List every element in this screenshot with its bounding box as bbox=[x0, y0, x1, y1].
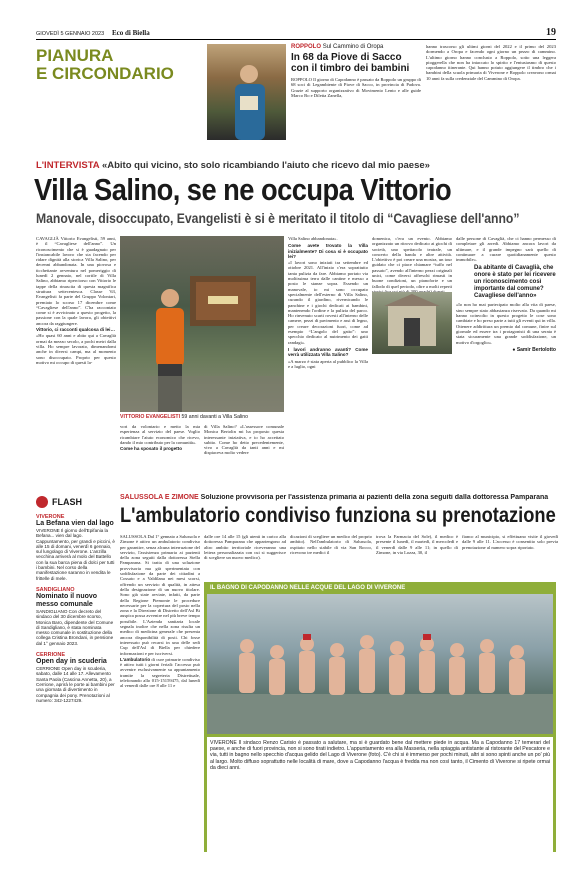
interview-col5: dalle persone di Cavaglià, che ci hanno permesso di completare gli arredi. Abbiamo ancora lavori da ultimare, e il grande impegno sarà quello di continuare a curare quotidianamente questo immobile». bbox=[456, 236, 556, 263]
flash-item-city: SANDIGLIANO bbox=[36, 586, 75, 593]
clinic-col2: dalle ore 14 alle 15 (gli utenti in carico alla dottoressa Pamparana che appartengono ad altro ambito territoriale riceveranno una lettera personalizzata con cui si suggerisce di scegliere un nuovo medico). bbox=[204, 534, 286, 561]
flash-item-title: Open day in scuderia bbox=[36, 658, 107, 666]
interview-col-3 bbox=[288, 236, 368, 370]
bath-box bbox=[204, 582, 556, 852]
flash-column bbox=[36, 496, 116, 703]
clinic-col1b-wrap bbox=[120, 657, 200, 689]
top-story-city: ROPPOLO bbox=[291, 44, 322, 50]
clinic-col3: dicazioni di scegliere un medico del proprio ambito). Nell'ambulatorio di Salussola, ospitato nello stabile di via San Rocco, ricevono tre medici il bbox=[290, 534, 372, 555]
top-story bbox=[291, 44, 421, 99]
villa-building-icon bbox=[372, 292, 452, 354]
interview-q4: I lavori andranno avanti? Come verrà utilizzata Villa Salino? bbox=[288, 346, 368, 358]
section-title-line2: E CIRCONDARIO bbox=[36, 64, 174, 83]
clinic-col-3 bbox=[290, 534, 372, 556]
interview-label: L'INTERVISTA bbox=[36, 160, 100, 171]
interview-col4: domenica, c'era un evento. Abbiamo organizzato un ritrovo dedicato ai giochi di società, uno spettacolo teatrale, un concerto della banda e altre attività. L'obiettivo è poi creare una mostra, un tour guidato che ci piace chiamare “tuffo nel passato”, avendo all'interno pezzi originali unici, come diversi affreschi rimasti in buone condizioni, un pianoforte e un fallodo di quel periodo, oltre a molti reperti bbox=[372, 236, 452, 289]
clinic-col-1 bbox=[120, 534, 200, 690]
page-number: 19 bbox=[546, 27, 556, 38]
top-story-headline: In 68 da Piove di Sacco con il timbro dei bambini bbox=[291, 52, 410, 74]
flash-item-body: VIVERONE Il giorno dell'Epifania la Befana... vien dal lago. Cappuntamento, per grandi e piccini, è alle 15 di domani, venerdì 6 gennaio, sul lungolago di Viverone. L'anzilla vecchina arriverà al molo del Battello con la sua barca piena di dolci per tutti i bambini. Nel corso della manifestazione saranno in vendita le frittelle di mele. bbox=[36, 528, 115, 581]
bath-caption bbox=[207, 737, 553, 855]
flash-item-body: CERRIONE Open day in scuderia, sabato, dalle 14 alle 17. Allevamento Santa Paola (Cascina Annetta, 20), a Cerrione, aprirà le porte ai bambini per una giornata di divertimento in compagnia dei pony. Prenotazioni al numero: 342-1227429. bbox=[36, 666, 115, 703]
flash-badge-icon bbox=[36, 496, 48, 508]
section-title bbox=[36, 47, 176, 83]
interview-q3: Come avete trovato la Villa inizialmente? Di cosa si è occupato lei? bbox=[288, 243, 368, 259]
swimmers-group-icon bbox=[207, 594, 553, 734]
interview-col1-text: CAVAGLIÀ Vittorio Evangelisti, 59 anni, è il “Cavagliese dell'anno”. Un riconoscimento che si è guadagnato per l'instancabile lavoro che sta facendo per ridare dignità alla storica Villa Salino, per decenni abbandonata. In una piovosa e ticchettante avventura nel pomeriggio di lunedì 2 gennaio, nel cortile di Villa Salino, abbiamo riperciorso con Vittorio le tappe della rinascita di questa magnifica struttura settecentesca. Classe '63, Evangelisti fa parte del Gruppo Volontari, premiato lo scorso 17 dicembre come “Cavagliese dell'anno”. C'ha raccontato come si è avvicinato a questo progetto, la passione con la quale lavora, gli obiettivi ancora da raggiungere. bbox=[36, 236, 116, 326]
top-story-body-left: ROPPOLO Il giorno di Capodanno è passato da Roppolo un gruppo di 68 soci di Legambiente di Piove di Sacco, in provincia di Padova. Grazie al supporto organizzativo di Movimento Lento e alle guide Marco Bo e Diletta Zanella, bbox=[291, 77, 421, 98]
interview-kicker bbox=[36, 160, 556, 171]
issue-date: GIOVEDÌ 5 GENNAIO 2023 bbox=[36, 31, 105, 37]
interview-a1: «Ho quasi 60 anni e abito qui a Cavaglià ormai da mezzo secolo, a pochi metri dalla villa. Ho sempre lavorato, dimenandomi anche in diversi campi, ma al momento sono disoccupato. Proprio per questo motivo mi occupo di questi la- bbox=[36, 333, 116, 365]
interview-col-4 bbox=[372, 236, 452, 295]
clinic-headline: L'ambulatorio condiviso funziona su prenotazione bbox=[120, 504, 556, 527]
flash-title: FLASH bbox=[52, 497, 82, 507]
flash-item bbox=[36, 514, 116, 581]
interview-col-2 bbox=[120, 424, 200, 452]
photo-scene-icon bbox=[120, 236, 284, 412]
bath-caption-text: VIVERONE Il sindaco Renzo Carisio è passato a salutare, ma si è guardato bene dal mettere piede in acqua. Ma a Capodanno 17 temerari del paese, e anche di fuori provincia, non si sono tirati indietro. L'appuntamento era alla Masseria, nella spiaggia antistante al ristorante del Pescatore e via, tutti in bagno nello specchio d'acqua gelido del Lago di Viverone (foto). C'è chi si è immerso per pochi minuti, altri si sono spinti anche un po' più al largo. Molto diffuso soprattutto nelle località di mare, dove a Capodanno l'acqua è fredda ma non così tanto, il Cimento di Viverone si ripete ormai da dieci anni. bbox=[210, 740, 550, 771]
vittorio-photo-caption bbox=[120, 414, 284, 420]
clinic-col-5 bbox=[462, 534, 558, 551]
flash-item-city: CERRIONE bbox=[36, 652, 66, 659]
clinic-col1b-title: L'ambulatorio bbox=[120, 656, 151, 662]
clinic-col-4 bbox=[376, 534, 458, 556]
interview-a3: «I lavori sono iniziati tra settembre ed ottobre 2021. All'inizio c'era soprattutto tanta pulizia da fare. Abbiamo portato via moltissima terra dalle cantine e messo a posto le stanze sopra. Essendo un manovale, io mi sono occupato specialmente dell'esterno di Villa Salino, curando il giardino, rivernicando le panchine e i giochi dedicati ai bambini, mantenendo l'ordine e la pulizia del parco. Ho rinvenuto scarti rovesti all'interno delle camere, pezzi di pavimento e assi di legno, per creare decorazioni fuori, come ad esempio “L'angolo del gatto”: uno specchio dedicato al nutrimento dei gatti randagi». bbox=[288, 260, 368, 345]
flash-item-body: SANDIGLIANO Con decreto del sindaco del 30 dicembre scorso, Monica Baro, dipendente del Comune di Sandigliano, è stata nominata messo comunale in sostituzione della collega Cristina Brondani, in pensione dal 1° gennaio 2023. bbox=[36, 608, 114, 646]
interview-subhead: Manovale, disoccupato, Evangelisti è si è meritato il titolo di “Cavagliese dell'anno” bbox=[36, 210, 520, 226]
interview-col-2b bbox=[204, 424, 284, 457]
interview-q1: Vittorio, ci racconti qualcosa di lei… bbox=[36, 327, 116, 333]
interview-col2b: di Villa Salino? «L'assessore comunale Monica Bertolin mi ha proposto questa interessante iniziativa, e io ho accettato subito. Come ho detto precedentemente, vivo a Cavaglià da tanti anni e mi dispiaceva molto vedere bbox=[204, 424, 284, 456]
flash-item-city: VIVERONE bbox=[36, 514, 65, 520]
clinic-col1b: di cure primarie condiviso è attivo tutti i giorni feriali: l'accesso può avvenire esclusivamente su appuntamento tramite la segreteria Distrettuale, telefonando allo 015-15159475, dal lunedì al venerdì dalle ore 8 alle 11 e bbox=[120, 656, 200, 689]
bath-photo bbox=[207, 594, 553, 734]
top-story-body-right: hanno trascorso gli ultimi giorni del 2022 e il primo del 2023 dormendo a Oropa e facendo ogni giorno un pezzo di cammino. L'ultimo giorno hanno conclusto a Roppolo, sotto una leggera pioggerella che non ha intaccato lo spirito e l'entusiasmo di questo capodanno itinerante. Qui hanno potuto aggiungere il timbro che i bambini della scuola primaria di Viverone e Roppolo creavono ormai 10 anni fa sulla credenziale del Cammino di Oropa. bbox=[426, 44, 556, 81]
bath-box-title: IL BAGNO DI CAPODANNO NELLE ACQUE DEL LAGO DI VIVERONE bbox=[210, 585, 406, 591]
top-story-kicker: Sul Cammino di Oropa bbox=[322, 44, 384, 50]
photo-caption-name: VITTORIO EVANGELISTI bbox=[120, 414, 181, 420]
photo-caption-text: 59 anni davanti a Villa Salino bbox=[181, 414, 249, 420]
clinic-kicker-city: SALUSSOLA E ZIMONE bbox=[120, 494, 199, 501]
interview-col3: Villa Salino abbandonata». bbox=[288, 236, 338, 241]
interview-quote: «Abito qui vicino, sto solo ricambiando l'aiuto che ricevo dal mio paese» bbox=[101, 160, 430, 171]
byline: ● Samir Bertolotto bbox=[512, 346, 556, 353]
side-answer: «Io non ho mai partecipato molto alla vita di paese, sino sempre stato abbastanza riservato. Da quando mi hanno coinvolto in questo progetto le cose sono cambiate e ho preso parte a tutti gli eventi qui in villa. Ottenere addirittura un premio dal comune, finire sul giornale ed essere tra i protagonisti di una serata è stata sicuramente una grande soddisfazione, un motivo d'orgoglio». bbox=[456, 302, 556, 345]
flash-item bbox=[36, 652, 116, 703]
clinic-col4: trova la Farmacia del Sole), il medico è presente il lunedì, il martedì, il mercoledì e il venerdì dalle 9 alle 11; in quello di Zimone, in via Lozza, 30, il bbox=[376, 534, 458, 555]
clinic-kicker-text: Soluzione provvisoria per l'assistenza primaria ai pazienti della zona seguiti dalla dottoressa Pamparana bbox=[200, 494, 549, 501]
vittorio-photo bbox=[120, 236, 284, 412]
top-story-right bbox=[426, 44, 556, 82]
flash-item-title: La Befana vien dal lago bbox=[36, 520, 114, 527]
hiker-silhouette-icon bbox=[207, 44, 286, 140]
flash-item bbox=[36, 587, 116, 646]
interview-headline: Villa Salino, se ne occupa Vittorio bbox=[34, 172, 452, 207]
interview-col2a: vori da volontario e metto la mia esperienza al servizio del paese. Voglio ricambiare l'aiuto economico che ricevo, dando il mio contributo per la comunità». bbox=[120, 424, 200, 445]
interview-a4: «A marzo è stata aperta al pubblico la Villa e a luglio, ogni bbox=[288, 358, 368, 369]
side-question: Da abitante di Cavaglià, che onore è stato per lei ricevere un riconoscimento così importante dal comune? Cavagliese dell'anno» bbox=[474, 265, 556, 300]
clinic-col5: fianco al municipio, si effettuano visite il giovedì dalle 9 alle 11. L'accesso è consentito solo previa prenotazione al numero sopra riportato. bbox=[462, 534, 558, 550]
roppolo-photo bbox=[207, 44, 286, 140]
flash-item-title: Nominato il nuovo messo comunale bbox=[36, 592, 98, 608]
clinic-kicker bbox=[120, 494, 560, 501]
interview-col-5 bbox=[456, 236, 556, 353]
section-title-line1: PIANURA bbox=[36, 46, 114, 65]
interview-col-1 bbox=[36, 236, 116, 366]
interview-q2: Come ha sposato il progetto bbox=[120, 446, 183, 452]
clinic-col1: SALUSSOLA Dal 1° gennaio a Salussola e Zimone è attivo un ambulatorio condiviso per garantire, senza alcuna interruzione del servizio, l'assistenza primaria ai pazienti della zona seguiti dalla dottoressa Stella Pamparana. Si tratta di una soluzione provvisoria ma già sperimentata con soddisfazione da parte dei cittadini a Cossato e a Valdilana nei mesi scorsi, offrendo un servizio di qualità, in attesa della designazione di un nuovo titolare. Sono già state avviate, infatti, da parte della Regione Piemonte le procedure necessarie per la copertura del posto nella zona e la Direzione di Distretto dell'Asl Bi auspica possa avvenire nel più breve tempo possibile. L'Azienda sanitaria locale segnala inoltre che nella zona risulta un medico di medicina generale che presenta ancora disponibilità di posti. Chi fosse interessato può recarsi in una delle sedi Cup dell'Asl di Biella per chiedere informazioni e per iscriversi. bbox=[120, 534, 200, 656]
clinic-col-2 bbox=[204, 534, 286, 561]
paper-name: Eco di Biella bbox=[112, 29, 150, 37]
villa-photo bbox=[372, 292, 452, 354]
page-header bbox=[36, 28, 556, 40]
